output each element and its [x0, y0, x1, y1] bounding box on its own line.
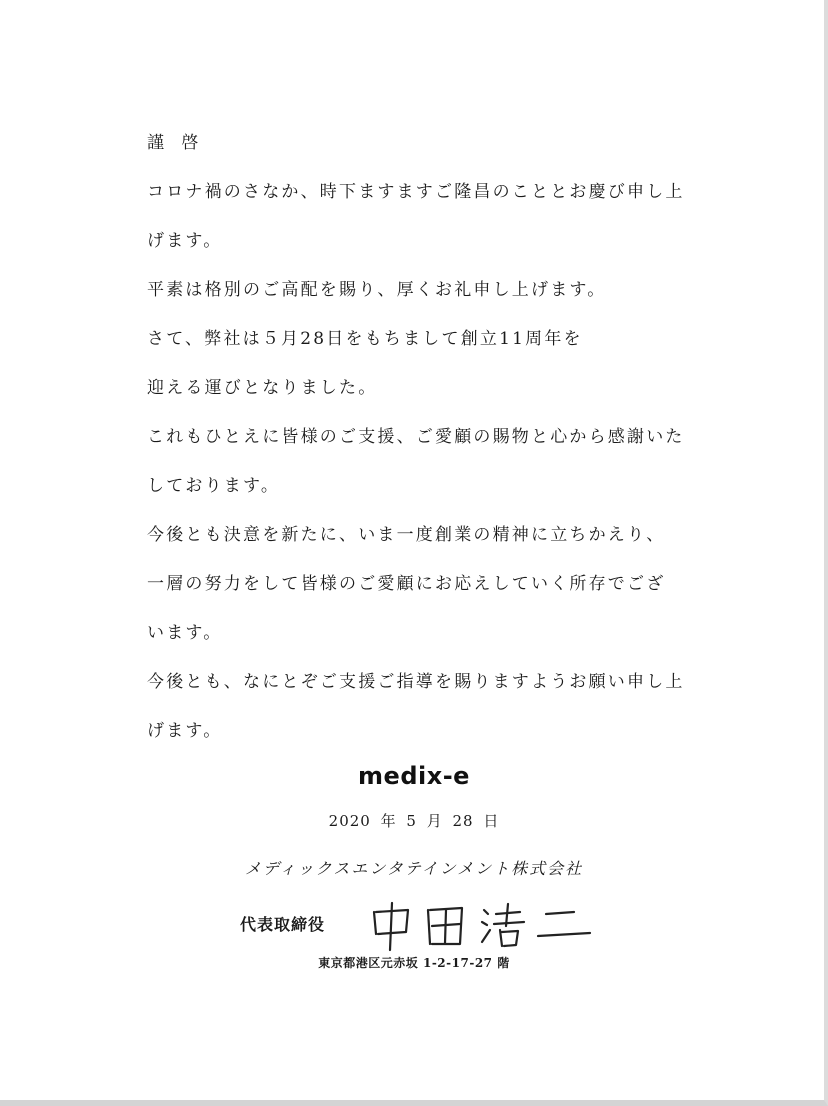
- letter-line: げます。: [147, 231, 223, 251]
- company-name: メディックスエンタテインメント株式会社: [244, 859, 584, 878]
- letter-date: 2020 年 5 月 28 日: [328, 812, 500, 830]
- letter-line: これもひとえに皆様のご支援、ご愛顧の賜物と心から感謝いた: [147, 427, 685, 447]
- letter-line: コロナ禍のさなか、時下ますますご隆昌のこととお慶び申し上: [147, 182, 685, 202]
- letter-line: しております。: [147, 476, 281, 496]
- signature-block: [240, 900, 620, 950]
- letter-line: 迎える運びとなりました。: [147, 378, 378, 398]
- company-logo: medix-e: [358, 762, 470, 790]
- letter-line: 平素は格別のご高配を賜り、厚くお礼申し上げます。: [147, 280, 607, 300]
- company-address: 東京都港区元赤坂 1-2-17-27 階: [318, 956, 510, 970]
- letter-line: げます。: [147, 721, 223, 741]
- letter-line: 今後とも決意を新たに、いま一度創業の精神に立ちかえり、: [147, 525, 666, 545]
- letter-line: 今後とも、なにとぞご支援ご指導を賜りますようお願い申し上: [147, 672, 685, 692]
- letter-greeting: 謹 啓: [147, 133, 205, 153]
- letter-line: 一層の努力をして皆様のご愛顧にお応えしていく所存でござ: [147, 574, 666, 594]
- letter-line: さて、弊社は５月28日をもちまして創立11周年を: [147, 329, 583, 349]
- letter-line: います。: [147, 623, 223, 643]
- letter-body: [147, 128, 707, 765]
- handwritten-signature: [368, 900, 608, 952]
- representative-title: 代表取締役: [240, 915, 326, 934]
